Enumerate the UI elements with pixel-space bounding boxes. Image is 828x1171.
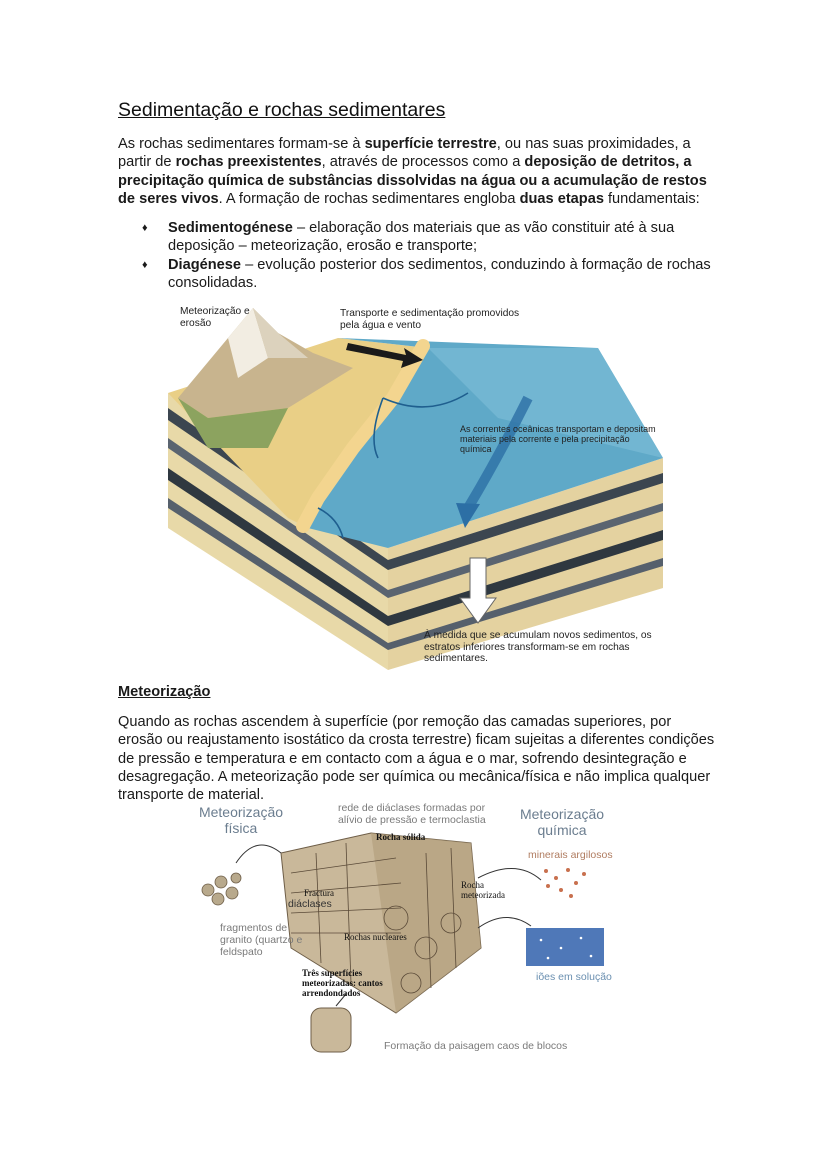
label-rocha-solida: Rocha sólida [376, 832, 426, 842]
intro-bold: deposição de detritos, a precipitação química de substâncias dissolvidas na água ou a acumulação de restos de seres vivos [118, 154, 707, 207]
meteorizacao-paragraph: Quando as rochas ascendem à superfície (por remoção das camadas superiores, por erosão ou reajustamento isostático da crosta terrestre) ficam sujeitas a diferentes condições de pressão e temperatura e em contacto com a água e o mar, sofrendo desintegração e desagregação. A meteorização pode ser química ou mecânica/física e não implica qualquer transporte de material. [118, 714, 715, 804]
label-meteorizacao-fisica: Meteorização física [198, 804, 284, 836]
intro-bold: superfície terrestre [364, 136, 497, 152]
diamond-bullet-icon: ♦ [142, 222, 148, 234]
intro-paragraph [118, 135, 718, 208]
label-acumulacao: À medida que se acumulam novos sedimentos, os estratos inferiores transformam-se em rochas sedimentares. [424, 630, 652, 664]
label-minerais-argilosos: minerais argilosos [528, 849, 613, 861]
intro-text: , ou nas suas proximidades, a partir de [118, 136, 691, 171]
section-heading-meteorizacao: Meteorização [118, 684, 211, 700]
list-item-text: – evolução posterior dos sedimentos, conduzindo à formação de rochas consolidadas. [168, 256, 711, 291]
label-fragmentos-granito: fragmentos de granito (quartzo e feldspato [220, 922, 303, 958]
intro-text: As rochas sedimentares formam-se à [118, 136, 365, 152]
list-item [142, 256, 722, 293]
label-rochas-nucleares: Rochas nucleares [344, 932, 407, 942]
label-fractura: Fractura [304, 888, 334, 898]
intro-text: , através de processos como a [321, 154, 525, 171]
label-ioes-solucao: iões em solução [536, 971, 612, 983]
label-formacao-paisagem: Formação da paisagem caos de blocos [384, 1040, 568, 1052]
diamond-bullet-icon: ♦ [142, 258, 148, 271]
sedimentation-figure [168, 298, 668, 670]
list-item-text: – elaboração dos materiais que as vão constituir até à sua deposição – meteorização, erosão e transporte; [168, 220, 675, 255]
list-item-term: Diagénese [168, 256, 242, 273]
label-tres-superficies: Três superfícies meteorizadas: cantos arrendondados [302, 968, 383, 998]
sedimentation-diagram [168, 298, 668, 670]
intro-text: fundamentais: [603, 190, 700, 207]
intro-bold: duas etapas [519, 190, 604, 207]
list-item [142, 219, 722, 256]
list-item-term: Sedimentogénese [168, 220, 293, 236]
stages-list [142, 219, 722, 292]
label-meteorizacao-quimica: Meteorização química [519, 806, 605, 838]
label-transporte: Transporte e sedimentação promovidos pela água e vento [340, 308, 520, 331]
intro-bold: rochas preexistentes [175, 154, 322, 171]
weathering-figure [196, 798, 616, 1060]
label-correntes: As correntes oceânicas transportam e depositam materiais pela corrente e pela precipitação química [460, 424, 656, 454]
intro-text: . A formação de rochas sedimentares engloba [218, 190, 520, 207]
label-diaclases: diáclases [288, 898, 332, 910]
label-rocha-meteorizada: Rocha meteorizada [461, 880, 505, 900]
page-title: Sedimentação e rochas sedimentares [118, 99, 446, 121]
label-meteorizacao-erosao: Meteorização e erosão [180, 306, 250, 329]
label-rede-diaclases: rede de diáclases formadas por alívio de pressão e termoclastia [338, 802, 486, 826]
